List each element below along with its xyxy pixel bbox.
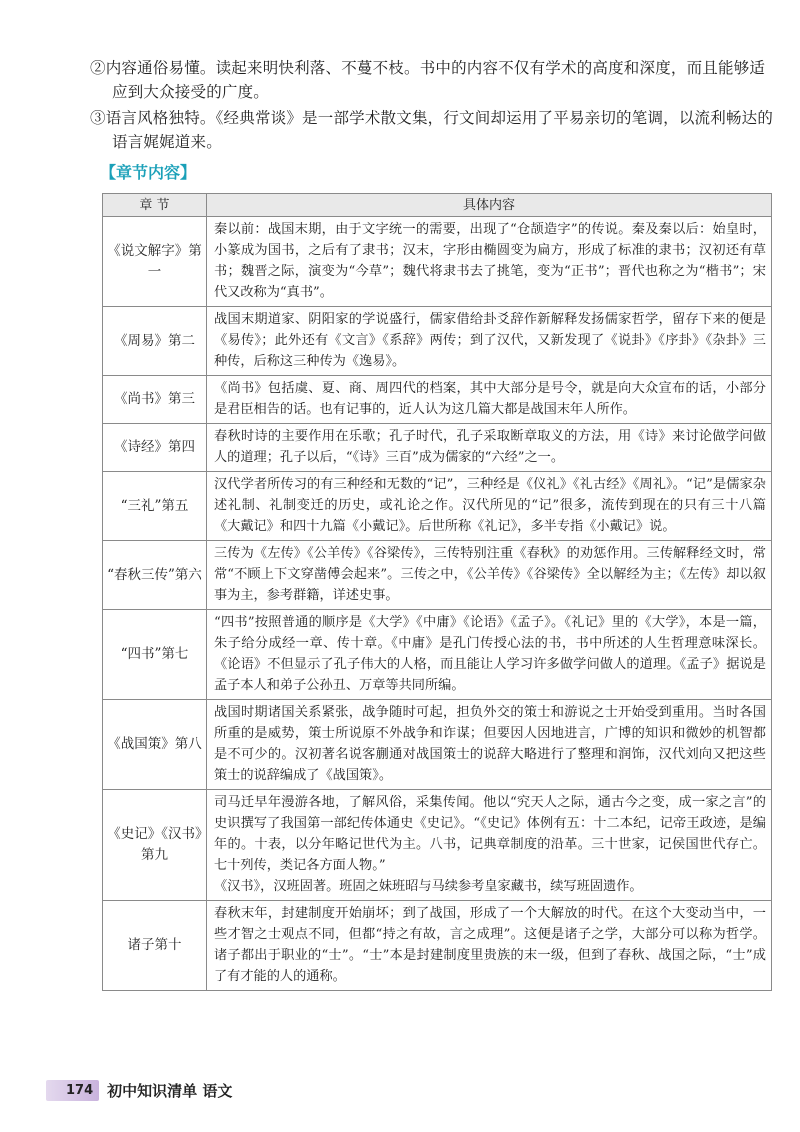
chapter-name: 诸子第十 — [103, 901, 207, 991]
chapter-content: 汉代学者所传习的有三种经和无数的“记”，三种经是《仪礼》《礼古经》《周礼》。“记”是儒家杂述礼制、礼制变迁的历史，或礼论之作。汉代所见的“记”很多，流传到现在的只有三十八篇《大戴记》和四十九篇《小戴记》。后世所称《礼记》，多半专指《小戴记》说。 — [207, 472, 772, 541]
chapter-content: 《尚书》包括虞、夏、商、周四代的档案，其中大部分是号令，就是向大众宣布的话，小部分是君臣相告的话。也有记事的，近人认为这几篇大都是战国末年人所作。 — [207, 376, 772, 424]
chapter-content: 春秋时诗的主要作用在乐歌；孔子时代，孔子采取断章取义的方法，用《诗》来讨论做学问做人的道理；孔子以后，“《诗》三百”成为儒家的“六经”之一。 — [207, 424, 772, 472]
chapter-content: 春秋末年，封建制度开始崩坏；到了战国，形成了一个大解放的时代。在这个大变动当中，一些才智之士观点不同，但都“持之有故，言之成理”。这便是诸子之学，大部分可以称为哲学。诸子都出于职业的“士”。“士”本是封建制度里贵族的末一级，但到了春秋、战国之际，“士”成了有才能的人的通称。 — [207, 901, 772, 991]
page-number: 174 — [46, 1080, 99, 1101]
table-row — [103, 700, 772, 790]
header-content: 具体内容 — [207, 194, 772, 217]
chapter-content: 战国末期道家、阴阳家的学说盛行，儒家借给卦爻辞作新解释发扬儒家哲学，留存下来的便是《易传》；此外还有《文言》《系辞》两传；到了汉代，又新发现了《说卦》《序卦》《杂卦》三种传，后称这三种传为《逸易》。 — [207, 307, 772, 376]
header-chapter: 章 节 — [103, 194, 207, 217]
chapter-name: “四书”第七 — [103, 610, 207, 700]
intro-point-2: ②内容通俗易懂。读起来明快利落、不蔓不枝。书中的内容不仅有学术的高度和深度，而且能够适应到大众接受的广度。 — [90, 59, 766, 101]
chapter-name: 《说文解字》第一 — [103, 217, 207, 307]
table-row — [103, 217, 772, 307]
chapter-name: 《诗经》第四 — [103, 424, 207, 472]
chapter-content-main: 司马迁早年漫游各地，了解风俗，采集传闻。他以“究天人之际，通古今之变，成一家之言”的史识撰写了我国第一部纪传体通史《史记》。“《史记》体例有五：十二本纪，记帝王政迹，是编年的。十表，以分年略记世代为主。八书，记典章制度的沿革。三十世家，记侯国世代存亡。七十列传，类记各方面人物。” — [214, 795, 766, 873]
chapter-content-extra: 《汉书》，汉班固著。班固之妹班昭与马续参考皇家藏书，续写班固遗作。 — [214, 879, 643, 894]
chapter-name: 《战国策》第八 — [103, 700, 207, 790]
chapter-name: “三礼”第五 — [103, 472, 207, 541]
chapter-name: 《史记》《汉书》第九 — [103, 790, 207, 901]
table-header-row — [103, 194, 772, 217]
table-row — [103, 307, 772, 376]
table-row — [103, 541, 772, 610]
table-row — [103, 424, 772, 472]
table-row — [103, 901, 772, 991]
chapter-content — [207, 790, 772, 901]
chapter-name: 《周易》第二 — [103, 307, 207, 376]
page-footer — [46, 1080, 232, 1101]
chapter-name: “春秋三传”第六 — [103, 541, 207, 610]
chapter-content: “四书”按照普通的顺序是《大学》《中庸》《论语》《孟子》。《礼记》里的《大学》，本是一篇，朱子给分成经一章、传十章。《中庸》是孔门传授心法的书，书中所述的人生哲理意味深长。《论语》不但显示了孔子伟大的人格，而且能让人学习许多做学问做人的道理。《孟子》据说是孟子本人和弟子公孙丑、万章等共同所编。 — [207, 610, 772, 700]
table-row — [103, 610, 772, 700]
intro-point-3: ③语言风格独特。《经典常谈》是一部学术散文集，行文间却运用了平易亲切的笔调，以流利畅达的语言娓娓道来。 — [90, 109, 774, 151]
chapter-content: 三传为《左传》《公羊传》《谷梁传》，三传特别注重《春秋》的劝惩作用。三传解释经文时，常常“不顾上下文穿凿傅会起来”。三传之中，《公羊传》《谷梁传》全以解经为主；《左传》却以叙事为主，参考群籍，详述史事。 — [207, 541, 772, 610]
section-title: 【章节内容】 — [100, 163, 197, 182]
table-row — [103, 790, 772, 901]
chapter-name: 《尚书》第三 — [103, 376, 207, 424]
intro-text — [90, 56, 780, 156]
chapter-content: 战国时期诸国关系紧张，战争随时可起，担负外交的策士和游说之士开始受到重用。当时各国所重的是威势，策士所说原不外战争和诈谋；但要因人因地进言，广博的知识和微妙的机智都是不可少的。汉初著名说客蒯通对战国策士的说辞大略进行了整理和润饰，汉代刘向又把这些策士的说辞编成了《战国策》。 — [207, 700, 772, 790]
chapter-table — [102, 193, 772, 991]
table-row — [103, 376, 772, 424]
book-title: 初中知识清单 语文 — [107, 1082, 233, 1100]
table-row — [103, 472, 772, 541]
chapter-content: 秦以前：战国末期，由于文字统一的需要，出现了“仓颉造字”的传说。秦及秦以后：始皇时，小篆成为国书，之后有了隶书；汉末，字形由椭圆变为扁方，形成了标准的隶书；汉初还有草书；魏晋之际，演变为“今草”；魏代将隶书去了挑笔，变为“正书”；晋代也称之为“楷书”；宋代又改称为“真书”。 — [207, 217, 772, 307]
